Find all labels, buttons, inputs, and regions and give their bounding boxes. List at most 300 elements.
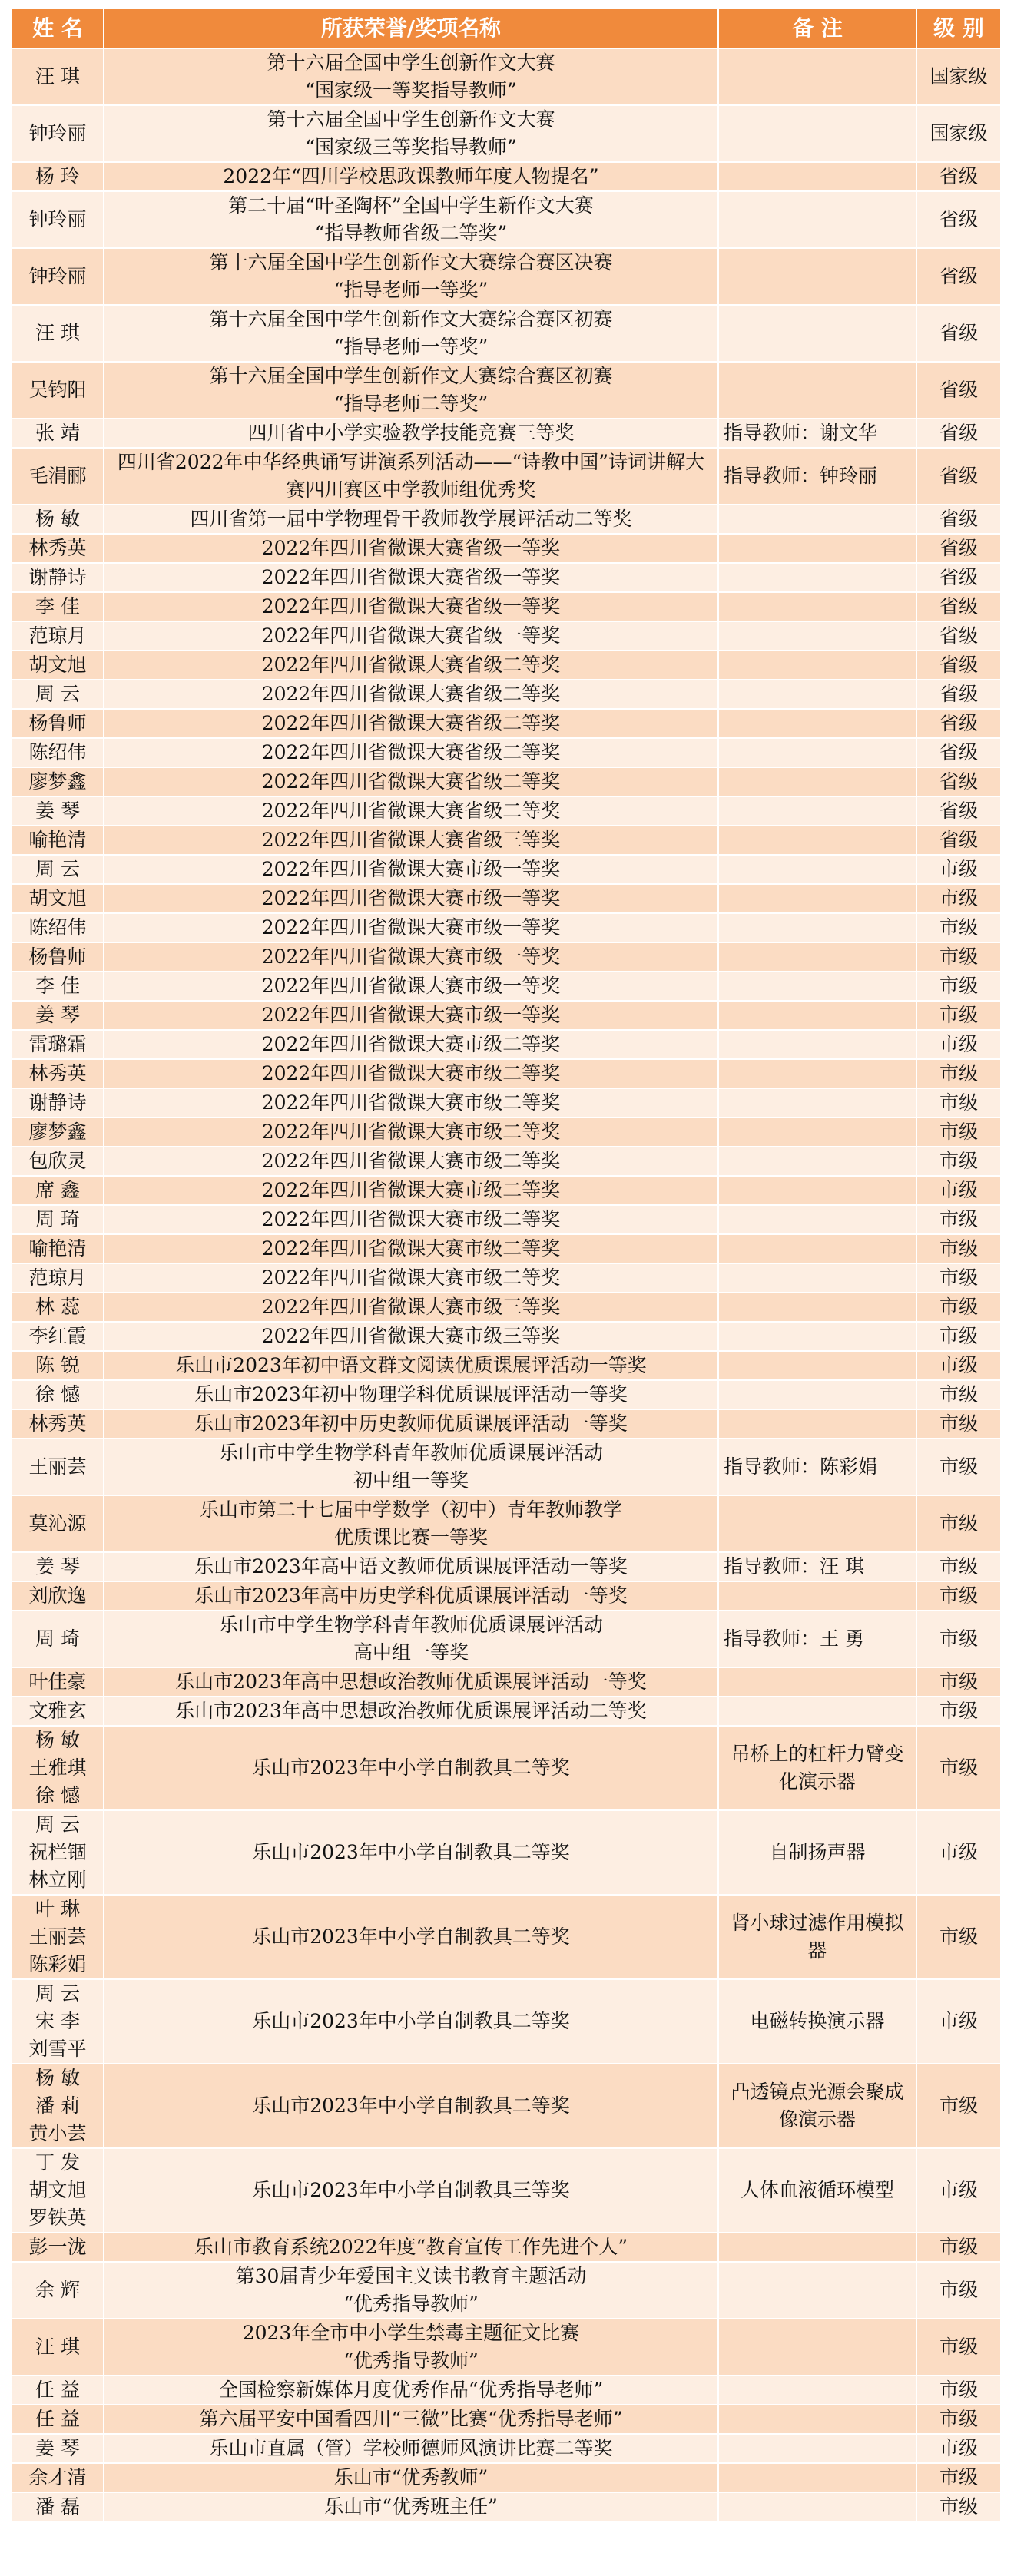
name-cell: 胡文旭 — [12, 651, 104, 680]
level-cell: 省级 — [916, 505, 1001, 534]
table-row — [12, 305, 1001, 362]
award-cell — [104, 972, 718, 1001]
award-line: 2022年四川省微课大赛省级二等奖 — [261, 683, 561, 705]
award-cell — [104, 796, 718, 826]
name-cell: 范琼月 — [12, 1263, 104, 1293]
award-line: 2022年四川省微课大赛省级二等奖 — [261, 654, 561, 676]
award-line: 乐山市2023年中小学自制教具二等奖 — [252, 2094, 570, 2117]
award-line: 高中组一等奖 — [353, 1641, 469, 1664]
level-cell: 省级 — [916, 362, 1001, 419]
award-cell — [104, 1088, 718, 1117]
table-row — [12, 621, 1001, 651]
award-line: 乐山市第二十七届中学数学（初中）青年教师教学 — [199, 1498, 622, 1521]
note-cell — [718, 2262, 916, 2319]
level-cell: 市级 — [916, 1147, 1001, 1176]
name-cell: 喻艳清 — [12, 1234, 104, 1263]
award-cell — [104, 1234, 718, 1263]
name-cell: 姜 琴 — [12, 1552, 104, 1581]
name-cell: 林秀英 — [12, 1059, 104, 1088]
name-cell: 林 蕊 — [12, 1293, 104, 1322]
award-line: 2022年四川省微课大赛市级一等奖 — [261, 1004, 561, 1026]
note-cell — [718, 1059, 916, 1088]
table-row — [12, 1234, 1001, 1263]
table-row — [12, 1147, 1001, 1176]
award-line: 2022年四川省微课大赛省级二等奖 — [261, 770, 561, 793]
name-line: 胡文旭 — [28, 2179, 87, 2201]
award-cell — [104, 592, 718, 621]
name-cell: 杨鲁师 — [12, 709, 104, 738]
level-cell: 市级 — [916, 2492, 1001, 2521]
note-cell — [718, 826, 916, 855]
name-cell: 潘 磊 — [12, 2492, 104, 2521]
note-cell: 指导教师：陈彩娟 — [718, 1439, 916, 1495]
note-cell — [718, 1176, 916, 1205]
name-line: 王丽芸 — [28, 1925, 87, 1948]
level-cell: 市级 — [916, 1979, 1001, 2064]
award-cell — [104, 505, 718, 534]
note-cell — [718, 563, 916, 592]
note-cell — [718, 1322, 916, 1351]
table-row — [12, 505, 1001, 534]
award-cell — [104, 1351, 718, 1380]
award-cell — [104, 2463, 718, 2492]
award-line: 2022年四川省微课大赛市级一等奖 — [261, 858, 561, 880]
name-cell: 钟玲丽 — [12, 105, 104, 162]
name-cell: 范琼月 — [12, 621, 104, 651]
note-cell — [718, 105, 916, 162]
note-cell — [718, 1581, 916, 1611]
name-cell: 周 云 — [12, 855, 104, 884]
note-cell — [718, 1697, 916, 1726]
name-cell: 余才清 — [12, 2463, 104, 2492]
name-cell: 周 云 — [12, 680, 104, 709]
award-line: 乐山市2023年中小学自制教具三等奖 — [252, 2179, 570, 2201]
table-row — [12, 1979, 1001, 2064]
name-line: 刘雪平 — [28, 2038, 87, 2060]
level-cell: 市级 — [916, 1176, 1001, 1205]
table-row — [12, 1380, 1001, 1409]
level-cell: 市级 — [916, 1726, 1001, 1810]
name-cell: 彭一泷 — [12, 2233, 104, 2262]
award-cell — [104, 1581, 718, 1611]
award-line: 乐山市2023年初中历史教师优质课展评活动一等奖 — [194, 1412, 628, 1435]
table-row — [12, 162, 1001, 191]
note-cell — [718, 1088, 916, 1117]
note-cell — [718, 884, 916, 913]
level-cell: 市级 — [916, 1667, 1001, 1697]
note-cell — [718, 942, 916, 972]
note-cell — [718, 534, 916, 563]
level-cell: 市级 — [916, 1030, 1001, 1059]
table-row — [12, 1697, 1001, 1726]
award-line: 乐山市2023年高中思想政治教师优质课展评活动一等奖 — [175, 1670, 647, 1693]
award-cell — [104, 767, 718, 796]
name-line: 丁 发 — [35, 2151, 80, 2174]
name-cell: 姜 琴 — [12, 2434, 104, 2463]
award-cell — [104, 2492, 718, 2521]
award-line: 2022年四川省微课大赛市级一等奖 — [261, 887, 561, 909]
award-line: “优秀指导教师” — [343, 2349, 479, 2372]
table-row — [12, 1322, 1001, 1351]
name-cell: 任 益 — [12, 2405, 104, 2434]
level-cell: 省级 — [916, 651, 1001, 680]
header-level: 级 别 — [916, 8, 1001, 48]
level-cell: 市级 — [916, 1088, 1001, 1117]
award-line: 2022年四川省微课大赛省级一等奖 — [261, 595, 561, 618]
award-line: “优秀指导教师” — [343, 2293, 479, 2315]
award-cell — [104, 191, 718, 248]
award-cell — [104, 2064, 718, 2148]
name-cell: 任 益 — [12, 2376, 104, 2405]
level-cell: 省级 — [916, 621, 1001, 651]
award-line: 乐山市2023年中小学自制教具二等奖 — [252, 1925, 570, 1948]
table-row — [12, 1001, 1001, 1030]
table-row — [12, 592, 1001, 621]
note-cell: 自制扬声器 — [718, 1810, 916, 1895]
awards-body — [12, 48, 1001, 2521]
level-cell: 省级 — [916, 767, 1001, 796]
note-cell: 指导教师：王 勇 — [718, 1611, 916, 1667]
level-cell: 省级 — [916, 592, 1001, 621]
award-cell — [104, 1030, 718, 1059]
table-row — [12, 105, 1001, 162]
level-cell: 市级 — [916, 1059, 1001, 1088]
award-line: 2022年四川省微课大赛市级二等奖 — [261, 1266, 561, 1289]
note-cell — [718, 680, 916, 709]
award-line: 2022年四川省微课大赛市级二等奖 — [261, 1062, 561, 1084]
level-cell: 市级 — [916, 1351, 1001, 1380]
award-cell — [104, 1059, 718, 1088]
level-cell: 市级 — [916, 972, 1001, 1001]
award-cell — [104, 884, 718, 913]
award-line: 乐山市2023年中小学自制教具二等奖 — [252, 1841, 570, 1863]
name-cell — [12, 1810, 104, 1895]
level-cell: 国家级 — [916, 105, 1001, 162]
note-cell — [718, 248, 916, 305]
note-cell — [718, 2233, 916, 2262]
table-row — [12, 913, 1001, 942]
award-cell — [104, 2405, 718, 2434]
award-line: 2022年四川省微课大赛省级一等奖 — [261, 624, 561, 647]
note-cell: 吊桥上的杠杆力臂变化演示器 — [718, 1726, 916, 1810]
note-cell — [718, 1409, 916, 1439]
note-cell — [718, 48, 916, 105]
name-cell: 王丽芸 — [12, 1439, 104, 1495]
note-cell — [718, 2463, 916, 2492]
award-line: 2022年四川省微课大赛市级一等奖 — [261, 975, 561, 997]
level-cell: 市级 — [916, 1322, 1001, 1351]
level-cell: 市级 — [916, 1205, 1001, 1234]
award-line: 全国检察新媒体月度优秀作品“优秀指导老师” — [218, 2379, 604, 2401]
level-cell: 市级 — [916, 2262, 1001, 2319]
awards-table — [11, 8, 1002, 2522]
award-line: 第二十届“叶圣陶杯”全国中学生新作文大赛 — [228, 194, 594, 217]
table-row — [12, 191, 1001, 248]
note-cell: 人体血液循环模型 — [718, 2148, 916, 2233]
name-cell — [12, 1895, 104, 1979]
name-cell — [12, 1726, 104, 1810]
name-cell: 林秀英 — [12, 534, 104, 563]
note-cell — [718, 191, 916, 248]
award-cell — [104, 1409, 718, 1439]
award-cell — [104, 1552, 718, 1581]
level-cell: 省级 — [916, 162, 1001, 191]
note-cell: 电磁转换演示器 — [718, 1979, 916, 2064]
note-cell — [718, 2492, 916, 2521]
award-line: “指导老师二等奖” — [333, 392, 489, 415]
level-cell: 市级 — [916, 1293, 1001, 1322]
note-cell — [718, 2376, 916, 2405]
award-line: 乐山市中学生物学科青年教师优质课展评活动 — [218, 1442, 603, 1464]
level-cell: 省级 — [916, 419, 1001, 448]
table-row — [12, 2064, 1001, 2148]
level-cell: 市级 — [916, 1117, 1001, 1147]
award-cell — [104, 1439, 718, 1495]
level-cell: 市级 — [916, 2148, 1001, 2233]
level-cell: 省级 — [916, 563, 1001, 592]
table-row — [12, 1117, 1001, 1147]
award-cell — [104, 680, 718, 709]
table-row — [12, 1088, 1001, 1117]
award-cell — [104, 1979, 718, 2064]
table-row — [12, 2492, 1001, 2521]
name-cell: 李红霞 — [12, 1322, 104, 1351]
table-row — [12, 1895, 1001, 1979]
level-cell: 市级 — [916, 1380, 1001, 1409]
table-row — [12, 1439, 1001, 1495]
level-cell: 市级 — [916, 1495, 1001, 1552]
award-line: 优质课比赛一等奖 — [333, 1526, 488, 1548]
name-cell: 包欣灵 — [12, 1147, 104, 1176]
award-cell — [104, 1697, 718, 1726]
award-cell — [104, 2319, 718, 2376]
award-line: 乐山市2023年初中语文群文阅读优质课展评活动一等奖 — [175, 1354, 647, 1376]
award-line: “指导老师一等奖” — [333, 279, 489, 301]
table-row — [12, 1176, 1001, 1205]
table-row — [12, 2463, 1001, 2492]
award-line: 第十六届全国中学生创新作文大赛综合赛区决赛 — [209, 251, 613, 273]
note-cell — [718, 1351, 916, 1380]
name-cell: 陈绍伟 — [12, 913, 104, 942]
note-cell — [718, 1263, 916, 1293]
award-line: 乐山市“优秀教师” — [333, 2466, 489, 2488]
name-cell: 汪 琪 — [12, 2319, 104, 2376]
award-line: “国家级三等奖指导教师” — [305, 136, 517, 158]
award-line: 2022年四川省微课大赛省级二等奖 — [261, 800, 561, 822]
name-cell: 文雅玄 — [12, 1697, 104, 1726]
name-line: 宋 李 — [35, 2010, 80, 2032]
award-line: 乐山市教育系统2022年度“教育宣传工作先进个人” — [194, 2236, 628, 2258]
level-cell: 市级 — [916, 2376, 1001, 2405]
table-row — [12, 48, 1001, 105]
name-cell: 陈绍伟 — [12, 738, 104, 767]
name-cell: 廖梦鑫 — [12, 1117, 104, 1147]
note-cell — [718, 162, 916, 191]
header-name: 姓 名 — [12, 8, 104, 48]
award-line: “国家级一等奖指导教师” — [305, 79, 517, 101]
level-cell: 市级 — [916, 2064, 1001, 2148]
award-line: 乐山市“优秀班主任” — [324, 2495, 498, 2518]
award-line: 乐山市2023年高中思想政治教师优质课展评活动二等奖 — [175, 1700, 647, 1722]
award-cell — [104, 105, 718, 162]
name-line: 潘 莉 — [35, 2094, 80, 2117]
name-cell: 谢静诗 — [12, 1088, 104, 1117]
level-cell: 省级 — [916, 738, 1001, 767]
level-cell: 省级 — [916, 709, 1001, 738]
level-cell: 省级 — [916, 248, 1001, 305]
note-cell — [718, 1001, 916, 1030]
name-line: 杨 敏 — [35, 1729, 80, 1751]
table-row — [12, 1581, 1001, 1611]
table-row — [12, 1667, 1001, 1697]
award-cell — [104, 621, 718, 651]
table-row — [12, 2405, 1001, 2434]
award-cell — [104, 1117, 718, 1147]
note-cell — [718, 362, 916, 419]
award-cell — [104, 1001, 718, 1030]
award-cell — [104, 2376, 718, 2405]
note-cell — [718, 1205, 916, 1234]
name-cell: 姜 琴 — [12, 1001, 104, 1030]
table-row — [12, 1293, 1001, 1322]
table-row — [12, 2148, 1001, 2233]
name-cell: 陈 锐 — [12, 1351, 104, 1380]
award-line: 2022年四川省微课大赛省级一等奖 — [261, 537, 561, 559]
name-cell: 席 鑫 — [12, 1176, 104, 1205]
table-row — [12, 2376, 1001, 2405]
award-cell — [104, 738, 718, 767]
name-line: 陈彩娟 — [28, 1953, 87, 1975]
award-line: 2022年四川省微课大赛市级二等奖 — [261, 1121, 561, 1143]
level-cell: 省级 — [916, 534, 1001, 563]
award-line: 乐山市2023年高中语文教师优质课展评活动一等奖 — [194, 1555, 628, 1578]
header-award: 所获荣誉/奖项名称 — [104, 8, 718, 48]
award-line: 第十六届全国中学生创新作文大赛综合赛区初赛 — [209, 365, 613, 387]
name-cell — [12, 2064, 104, 2148]
award-line: 初中组一等奖 — [353, 1469, 469, 1492]
award-line: 第十六届全国中学生创新作文大赛 — [267, 51, 555, 74]
award-cell — [104, 48, 718, 105]
award-line: 乐山市2023年中小学自制教具二等奖 — [252, 1757, 570, 1779]
table-row — [12, 738, 1001, 767]
level-cell: 省级 — [916, 191, 1001, 248]
award-cell — [104, 563, 718, 592]
note-cell — [718, 1234, 916, 1263]
note-cell — [718, 913, 916, 942]
award-cell — [104, 1293, 718, 1322]
name-cell: 叶佳豪 — [12, 1667, 104, 1697]
note-cell — [718, 1147, 916, 1176]
note-cell — [718, 1380, 916, 1409]
name-line: 徐 憾 — [35, 1784, 80, 1806]
award-line: 乐山市2023年高中历史学科优质课展评活动一等奖 — [194, 1584, 628, 1607]
note-cell — [718, 505, 916, 534]
table-row — [12, 2262, 1001, 2319]
table-row — [12, 767, 1001, 796]
level-cell: 市级 — [916, 2405, 1001, 2434]
award-line: 乐山市2023年中小学自制教具二等奖 — [252, 2010, 570, 2032]
award-cell — [104, 534, 718, 563]
table-row — [12, 1552, 1001, 1581]
name-cell: 汪 琪 — [12, 48, 104, 105]
award-line: “指导教师省级二等奖” — [314, 222, 508, 244]
award-line: 第十六届全国中学生创新作文大赛 — [267, 108, 555, 131]
note-cell — [718, 621, 916, 651]
award-line: 第十六届全国中学生创新作文大赛综合赛区初赛 — [209, 308, 613, 330]
award-cell — [104, 162, 718, 191]
award-cell — [104, 1147, 718, 1176]
name-line: 祝栏锢 — [28, 1841, 87, 1863]
award-cell — [104, 826, 718, 855]
award-cell — [104, 1726, 718, 1810]
name-line: 叶 琳 — [35, 1898, 80, 1920]
name-cell: 刘欣逸 — [12, 1581, 104, 1611]
award-line: 2022年四川省微课大赛市级二等奖 — [261, 1033, 561, 1055]
award-line: 2022年四川省微课大赛市级二等奖 — [261, 1208, 561, 1230]
level-cell: 市级 — [916, 2434, 1001, 2463]
name-line: 林立刚 — [28, 1869, 87, 1891]
level-cell: 市级 — [916, 884, 1001, 913]
table-row — [12, 534, 1001, 563]
name-cell: 姜 琴 — [12, 796, 104, 826]
table-row — [12, 855, 1001, 884]
table-row — [12, 1495, 1001, 1552]
name-line: 周 云 — [35, 1982, 80, 2005]
header-row — [12, 8, 1001, 48]
table-row — [12, 1030, 1001, 1059]
award-cell — [104, 709, 718, 738]
award-cell — [104, 248, 718, 305]
note-cell — [718, 592, 916, 621]
note-cell — [718, 2434, 916, 2463]
award-line: 乐山市2023年初中物理学科优质课展评活动一等奖 — [194, 1383, 628, 1406]
level-cell: 省级 — [916, 448, 1001, 505]
name-cell — [12, 1979, 104, 2064]
level-cell: 市级 — [916, 1409, 1001, 1439]
name-cell: 张 靖 — [12, 419, 104, 448]
level-cell: 市级 — [916, 1439, 1001, 1495]
note-cell: 指导教师：钟玲丽 — [718, 448, 916, 505]
name-cell: 钟玲丽 — [12, 248, 104, 305]
note-cell — [718, 709, 916, 738]
award-line: 乐山市中学生物学科青年教师优质课展评活动 — [218, 1614, 603, 1636]
award-line: 2022年四川省微课大赛市级二等奖 — [261, 1179, 561, 1201]
table-row — [12, 563, 1001, 592]
level-cell: 国家级 — [916, 48, 1001, 105]
name-cell: 余 辉 — [12, 2262, 104, 2319]
award-cell — [104, 651, 718, 680]
level-cell: 市级 — [916, 1697, 1001, 1726]
name-cell: 周 琦 — [12, 1205, 104, 1234]
award-cell — [104, 1263, 718, 1293]
name-cell: 雷璐霜 — [12, 1030, 104, 1059]
name-cell: 周 琦 — [12, 1611, 104, 1667]
award-cell — [104, 2434, 718, 2463]
award-cell — [104, 942, 718, 972]
award-cell — [104, 1895, 718, 1979]
table-row — [12, 1726, 1001, 1810]
level-cell: 市级 — [916, 1552, 1001, 1581]
header-note: 备 注 — [718, 8, 916, 48]
name-cell: 林秀英 — [12, 1409, 104, 1439]
award-cell — [104, 913, 718, 942]
note-cell — [718, 767, 916, 796]
name-cell: 莫沁源 — [12, 1495, 104, 1552]
award-line: 第六届平安中国看四川“三微”比赛“优秀指导老师” — [199, 2408, 623, 2430]
award-line: 四川省第一届中学物理骨干教师教学展评活动二等奖 — [190, 508, 632, 530]
award-line: “指导老师一等奖” — [333, 336, 489, 358]
name-cell: 谢静诗 — [12, 563, 104, 592]
